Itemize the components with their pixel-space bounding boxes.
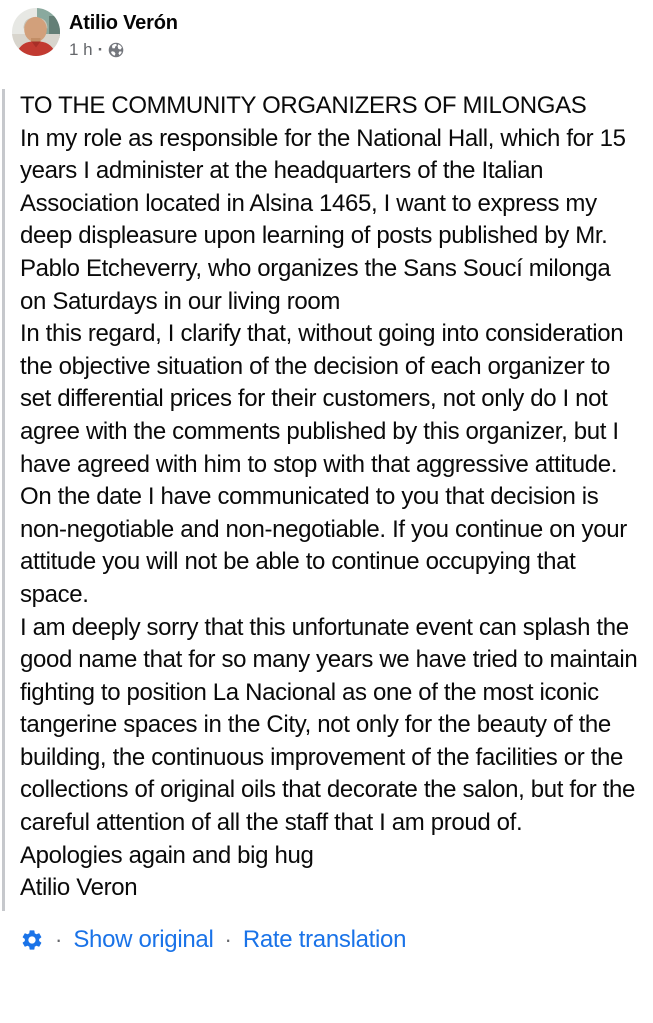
gear-icon — [20, 928, 44, 952]
post-paragraph: TO THE COMMUNITY ORGANIZERS OF MILONGAS — [20, 92, 587, 119]
post-meta — [69, 40, 178, 60]
translation-controls — [20, 926, 653, 954]
avatar[interactable] — [12, 8, 60, 56]
post-header — [0, 0, 653, 60]
post-paragraph: In my role as responsible for the National Hall, which for 15 years I administer at the headquarters of the Italian Association located in Alsina 1465, I want to express my deep displeasure upon learning of posts published by Mr. Pablo Etcheverry, who organizes the Sans Soucí milonga on Saturdays in our living room — [20, 124, 626, 315]
meta-separator: · — [97, 40, 104, 59]
post-text — [2, 89, 639, 911]
rate-translation-link[interactable]: Rate translation — [242, 925, 407, 953]
author-name[interactable]: Atilio Verón — [69, 12, 178, 34]
post-timestamp[interactable]: 1 h — [69, 40, 93, 59]
header-info — [69, 8, 178, 60]
post-paragraph: Apologies again and big hug — [20, 841, 314, 869]
controls-separator: · — [224, 926, 232, 952]
post-paragraph: In this regard, I clarify that, without going into consideration the objective situation of the decision of each organizer to set differential prices for their customers, not only do I not agree with the comments published by this organizer, but I have agreed with him to stop with that aggressive attitude. On the date I have communicated to you that decision is non-negotiable and non-negotiable. If you continue on your attitude you will not be able to continue occupying that space. — [20, 320, 627, 608]
profile-photo-icon — [12, 8, 60, 56]
translation-settings-button[interactable] — [20, 928, 44, 952]
show-original-link[interactable]: Show original — [73, 925, 214, 953]
post-paragraph: Atilio Veron — [20, 874, 138, 902]
post-paragraph: I am deeply sorry that this unfortunate event can splash the good name that for so many years we have tried to maintain fighting to position La Nacional as one of the most iconic tangerine spaces in the City, not only for the beauty of the building, the continuous improvement of the facilities or the collections of original oils that decorate the salon, but for the careful attention of all the staff that I am proud of. — [20, 613, 638, 837]
globe-public-icon — [108, 42, 124, 58]
controls-separator: · — [55, 926, 63, 952]
